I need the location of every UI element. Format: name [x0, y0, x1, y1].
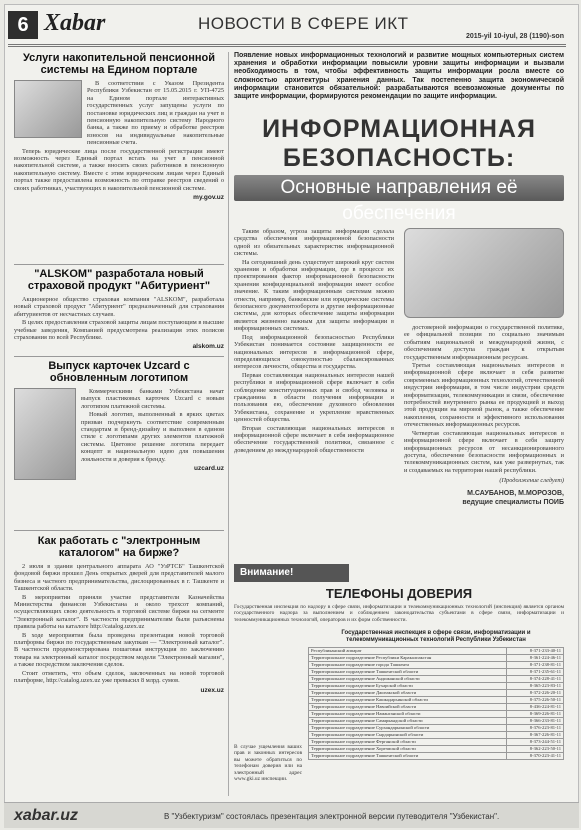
- main-article-body: [234, 228, 564, 554]
- region-cell: Территориальное подразделение Джизакской области: [309, 690, 507, 697]
- table-title: Государственная инспекция в сфере связи, информатизации и телекоммуникационных технологий Республики Узбекистан: [341, 630, 531, 643]
- region-cell: Территориальное подразделение Хорезмской области: [309, 746, 507, 753]
- article-text: В ходе мероприятия была проведена презентация новой торговой платформы биржи по государственным закупкам — "Электронный каталог". В частности продемонстрирована пошаговая инструкция по заключению товара на электронный каталог посредством модели "Электронный магазин", а также посредством заключения сделок.: [14, 631, 224, 669]
- phone-cell: 8-362-223-50-11: [506, 746, 563, 753]
- article-text: В мероприятии приняли участие представители Казначейства Министерства финансов Узбекистана и около трехсот компаний, осуществляющих свою деятельность в торговой системе биржи на сегменте "Электронный каталог". В частности предпринимателям были разъяснены правила работы на каталоге http://catalog.uzex.uz: [14, 593, 224, 631]
- trust-phone-table: [308, 647, 564, 760]
- region-cell: Территориальное подразделение Сырдарьинской области: [309, 732, 507, 739]
- phone-cell: 8-372-226-20-11: [506, 690, 563, 697]
- article-title: Услуги накопительной пенсионной системы на Едином портале: [22, 52, 216, 76]
- article-photo: [14, 80, 82, 138]
- page-footer: [4, 802, 579, 828]
- table-row: [309, 683, 564, 690]
- phone-cell: 8-376-223-81-11: [506, 725, 563, 732]
- phone-cell: 8-361-224-46-11: [506, 655, 563, 662]
- article-text: Под информационной безопасностью Республики Узбекистан понимается состояние защищенности ее национальных интересов в информационной сфере, определяющихся совокупностью сбалансированных интересов личности, общества и государства.: [234, 333, 394, 371]
- phone-cell: 8-366-233-81-11: [506, 718, 563, 725]
- table-row: [309, 655, 564, 662]
- authors: М.САУБАНОВ, М.МОРОЗОВ,: [467, 489, 564, 497]
- article-pension: [14, 52, 224, 201]
- table-row: [309, 746, 564, 753]
- table-row: [309, 718, 564, 725]
- article-catalog: [14, 535, 224, 694]
- headline-line-2: БЕЗОПАСНОСТЬ:: [282, 144, 516, 173]
- region-cell: Территориальное подразделение Навоийской области: [309, 704, 507, 711]
- article-uzcard: [14, 360, 224, 482]
- region-cell: Территориальное подразделение Сурхандарьинской области: [309, 725, 507, 732]
- region-cell: Территориальное подразделение Андижанской области: [309, 676, 507, 683]
- continuation-note: (Продолжение следует): [499, 477, 564, 485]
- article-text: На сегодняшний день существует широкий круг систем хранения и обработки информации, где в процессе их проектирования фактор информационной безопасности хранения конфиденциальной информации имеет особое значение. К таким информационным системам можно отнести, например, банковские или юридические системы безопасного документооборота и другие информационные системы, для которых обеспечение защиты информации является жизненно важным для защиты информации в информационных системах.: [234, 258, 394, 333]
- trust-side: В случае ущемления ваших прав и законных интересов вы можете обратиться по телефонам доверия или на электронный адрес www.gki.uz инспекции.: [234, 744, 302, 783]
- table-row: [309, 662, 564, 669]
- article-text: достоверной информации о государственной политике, ее официальной позиции по социально значимым событиям национальной и международной жизни, с обеспечением доступа граждан к открытым государственным информационным ресурсам.: [404, 324, 564, 361]
- security-illustration: [404, 228, 564, 318]
- article-text: Акционерное общество страховая компания "ALSKOM", разработала новый страховой продукт "Абитуриент" предназначенный для страхования абитуриентов от несчастных случаев.: [14, 296, 224, 318]
- article-text: В соответствии с Указом Президента Республики Узбекистан от 15.05.2015 г. УП-4725 на Едином портале интерактивных государственных услуг запущены услуги по постановке юридических лиц и граждан на учет в пенсионную накопительную систему Народного банка, а также по приему и обработке реестров взносов на индивидуальные накопительные пенсионные счета.: [87, 80, 224, 147]
- region-cell: Территориальное подразделение Ферганской области: [309, 739, 507, 746]
- table-row: [309, 676, 564, 683]
- article-text: Стоит отметить, что объем сделок, заключенных на новой торговой платформе, http://catalog.uzex.uz уже превысил 8 млрд. сумов.: [14, 669, 224, 685]
- subtitle-band: Основные направления её обеспечения: [234, 175, 564, 201]
- article-text: Таким образом, угроза защиты информации сделала средства обеспечения информационной безопасности одной из обязательных характеристик информационной системы.: [234, 228, 394, 258]
- divider: [14, 530, 224, 531]
- trust-section: [234, 604, 564, 783]
- phone-cell: 8-371-238-81-11: [506, 662, 563, 669]
- page-header: [8, 6, 566, 42]
- attention-label: Внимание!: [234, 564, 349, 582]
- table-row: [309, 704, 564, 711]
- article-title: Выпуск карточек Uzcard с обновленным логотипом: [48, 360, 190, 384]
- column-rule: [228, 52, 229, 796]
- page-number: 6: [8, 11, 38, 39]
- article-text: Четвертая составляющая национальных интересов в информационной сфере включает в себя защиту информационных ресурсов от несанкционированного доступа, обеспечение безопасности информационных и телекоммуникационных систем, как уже развернутых, так и создаваемых на территории нашей республики.: [404, 429, 564, 474]
- region-cell: Территориальное подразделение города Ташкента: [309, 662, 507, 669]
- region-cell: Территориальное подразделение Бухарской области: [309, 683, 507, 690]
- rubric-title: НОВОСТИ В СФЕРЕ ИКТ: [198, 14, 409, 33]
- phone-cell: 8-369-226-81-11: [506, 711, 563, 718]
- table-row: [309, 725, 564, 732]
- phone-cell: 8-367-226-81-11: [506, 732, 563, 739]
- table-row: [309, 753, 564, 760]
- issue-date: 2015-yil 10-iyul, 28 (1190)-son: [465, 33, 564, 40]
- article-text: Первая составляющая национальных интересов нашей республики в информационной сфере включает в себя соблюдение конституционных прав и свобод человека и гражданина в области получения информации и пользования ею, обеспечение духовного обновления Узбекистана, сохранение и укрепление нравственных ценностей общества.: [234, 371, 394, 424]
- article-source: my.gov.uz: [193, 194, 224, 202]
- article-title: "ALSKOM" разработала новый страховой продукт "Абитуриент": [27, 268, 211, 292]
- header-rule: [8, 44, 566, 47]
- article-alskom: [14, 268, 224, 350]
- footer-logo: xabar.uz: [14, 807, 79, 824]
- region-cell: Территориальное подразделение Наманганской области: [309, 711, 507, 718]
- table-row: [309, 697, 564, 704]
- phone-cell: 8-365-223-83-11: [506, 683, 563, 690]
- article-source: uzex.uz: [200, 686, 224, 694]
- trust-title: ТЕЛЕФОНЫ ДОВЕРИЯ: [325, 586, 473, 601]
- phone-cell: 8-370-223-41-11: [506, 753, 563, 760]
- region-cell: Территориальное подразделение Кашкадарьинской области: [309, 697, 507, 704]
- article-title: Как работать с "электронным каталогом" на бирже?: [37, 535, 201, 559]
- region-cell: Территориальное подразделение Самаркандской области: [309, 718, 507, 725]
- table-row: [309, 669, 564, 676]
- article-text: 2 июля в здании центрального аппарата АО "УзРТСБ" Ташкентской фондовой биржи прошел День открытых дверей для представителей малого бизнеса и частного предпринимательства, дислоцированных в г. Ташкенте и Ташкентской области.: [14, 563, 224, 593]
- phone-cell: 8-371-235-61-11: [506, 669, 563, 676]
- footer-text: В "Узбектуризм" состоялась презентация электронной версии путеводителя "Узбекистан".: [164, 812, 500, 821]
- phone-cell: 8-374-228-41-11: [506, 676, 563, 683]
- article-text: В целях предоставления страховой защиты лицам поступающим в высшие учебные заведения, Компанией предусмотрена реализация этих полисов страхования по всей Республике.: [14, 319, 224, 342]
- trust-intro: Государственная инспекция по надзору в сфере связи, информатизации и телекоммуникационных технологий (инспекция) является органом государственного надзора за выполнением и соблюдением законодательства субъектами в сфере связи, информатизации и телекоммуникационных технологий, операторов и их форм собственности.: [234, 604, 564, 623]
- article-text: Коммерческими банками Узбекистана начат выпуск пластиковых карточек Uzcard с новым логотипом платежной системы.: [81, 388, 224, 410]
- table-row: [309, 739, 564, 746]
- table-row: [309, 648, 564, 655]
- region-cell: Территориальное подразделение Ташкентской области: [309, 753, 507, 760]
- main-article: [234, 52, 564, 225]
- article-source: uzcard.uz: [194, 465, 224, 473]
- lead-paragraph: Появление новых информационных технологий и развитие мощных компьютерных систем хранения и обработки информации повысили уровни защиты информации и вызвали необходимость в том, чтобы эффективность защиты информации росла вместе со сложностью архитектуры хранения данных. Так постепенно защита экономической информации становится обязательной: разрабатываются всевозможные документы по защите информации, формируются рекомендации по защите информации.: [234, 52, 564, 101]
- article-text: Новый логотип, выполненный в ярких цветах призван подчеркнуть соответствие современным стандартам и бренд-дизайну и выполнен в едином стиле с логотипами других элементов платежной системы. Цветовое решение логотипа передает концепт и национальную идею для повышения лояльности и доверия к бренду.: [81, 411, 224, 463]
- article-text: Третья составляющая национальных интересов в информационной сфере включает в себя развитие современных информационных технологий, отечественной индустрии информации, в том числе индустрии средств информатизации, телекоммуникации и связи, обеспечение потребностей внутреннего рынка ее продукцией и выход этой продукции на мировой рынок, а также обеспечение накопления, сохранности и эффективного использования отечественных информационных ресурсов.: [404, 362, 564, 429]
- region-cell: Территориальное подразделение Ташкентской области: [309, 669, 507, 676]
- divider: [14, 264, 224, 265]
- headline-line-1: ИНФОРМАЦИОННАЯ: [262, 115, 536, 144]
- article-source: alskom.uz: [192, 343, 224, 351]
- article-text: Теперь юридические лица после государственной регистрации имеют возможность через Единый портал встать на учет в пенсионной накопительной системе, а также вносить своих работников в пенсионную накопительную систему. Вместе с этим юридическим лицам через Единый портал также предоставлена возможность по отправке реестров сведений о своих работниках, участвующих в накопительной пенсионной системе.: [14, 147, 224, 192]
- phone-cell: 8-371-233-40-11: [506, 648, 563, 655]
- table-row: [309, 711, 564, 718]
- phone-cell: 8-375-226-50-11: [506, 697, 563, 704]
- region-cell: Территориальное подразделение Республики Каракалпакстан: [309, 655, 507, 662]
- table-row: [309, 732, 564, 739]
- table-row: [309, 690, 564, 697]
- newspaper-logo: Xabar: [44, 10, 106, 36]
- authors-position: ведущие специалисты ПОИБ: [462, 498, 564, 506]
- region-cell: Республиканский аппарат: [309, 648, 507, 655]
- article-text: Вторая составляющая национальных интересов в информационной сфере включает в себя информационное обеспечение государственной политики, связанное с доведением до международной общественности: [234, 424, 394, 454]
- phone-cell: 8-373-244-51-11: [506, 739, 563, 746]
- phone-cell: 8-436-224-81-11: [506, 704, 563, 711]
- divider: [14, 356, 224, 357]
- uzcard-image: [14, 388, 76, 480]
